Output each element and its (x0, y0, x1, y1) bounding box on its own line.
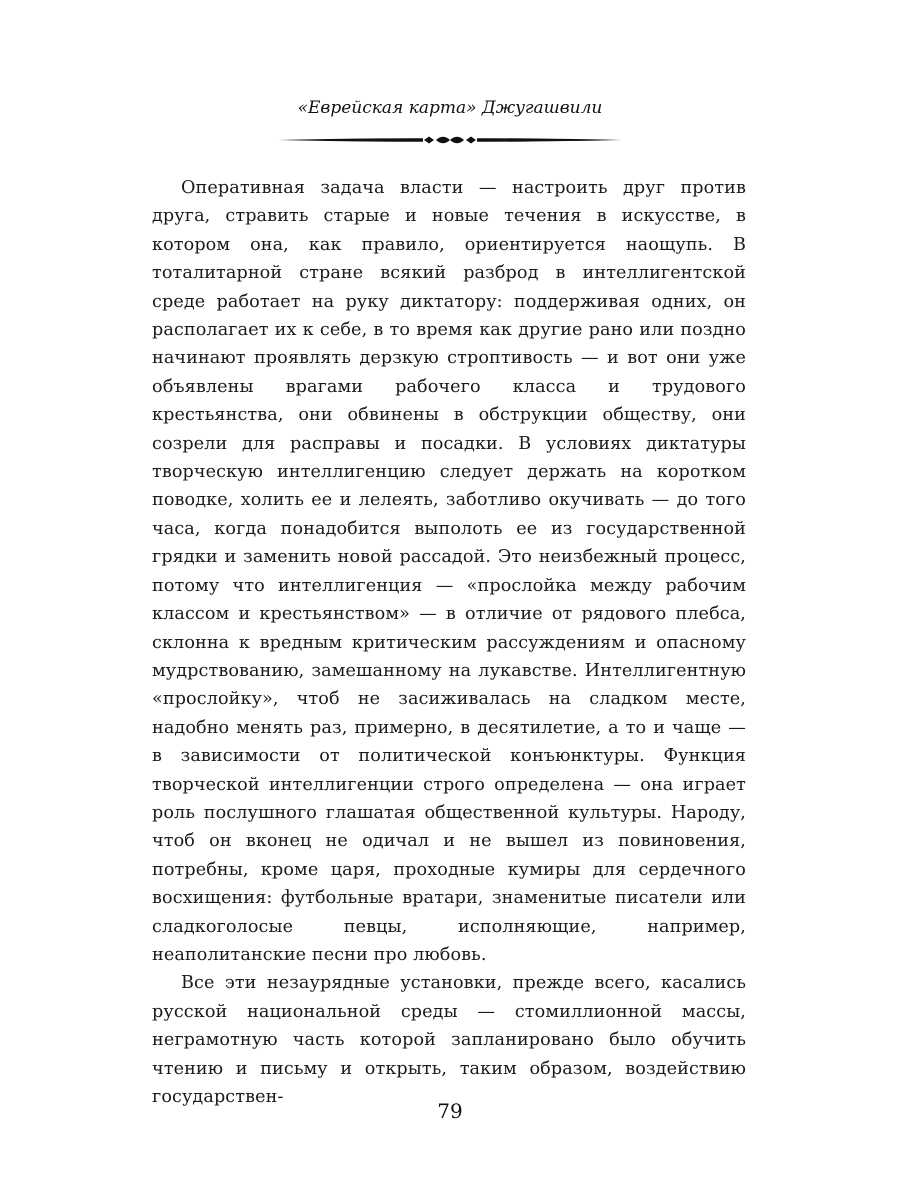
paragraph-1: Оперативная задача власти — настроить друг против друга, стравить старые и новые течения в искусстве, в котором она, как правило, ориентируется наощупь. В тоталитарной стране всякий разброд в интеллигентской среде работает на руку диктатору: поддерживая одних, он располагает их к себе, в то время как другие рано или поздно начинают проявлять дерзкую строптивость — и вот они уже объявлены врагами рабочего класса и трудового крестьянства, они обвинены в обструкции обществу, они созрели для расправы и посадки. В условиях диктатуры творческую интеллигенцию следует держать на коротком поводке, холить ее и лелеять, заботливо окучивать — до того часа, когда понадобится выполоть ее из государственной грядки и заменить новой рассадой. Это неизбежный процесс, потому что интеллигенция — «прослойка между рабочим классом и крестьянством» — в отличие от рядового плебса, склонна к вредным критическим рассуждениям и опасному мудрствованию, замешанному на лукавстве. Интеллигентную «прослойку», чтоб не засиживалась на сладком месте, надобно менять раз, примерно, в десятилетие, а то и чаще — в зависимости от политической конъюнктуры. Функция творческой интеллигенции строго определена — она играет роль послушного глашатая общественной культуры. Народу, чтоб он вконец не одичал и не вышел из повиновения, потребны, кроме царя, проходные кумиры для сердечного восхищения: футбольные вратари, знаменитые писатели или сладкоголосые певцы, исполняющие, например, неаполитанские песни про любовь. (152, 178, 746, 965)
running-head: «Еврейская карта» Джугашвили (297, 98, 603, 118)
paragraph-2: Все эти незаурядные установки, прежде всего, касались русской национальной среды — стомиллионной массы, неграмотную часть которой запланировано было обучить чтению и письму и открыть, таким образом, воздействию государствен- (152, 973, 746, 1107)
ornament-divider (278, 132, 622, 148)
body-text (152, 174, 746, 1111)
page-number: 79 (437, 1099, 463, 1123)
